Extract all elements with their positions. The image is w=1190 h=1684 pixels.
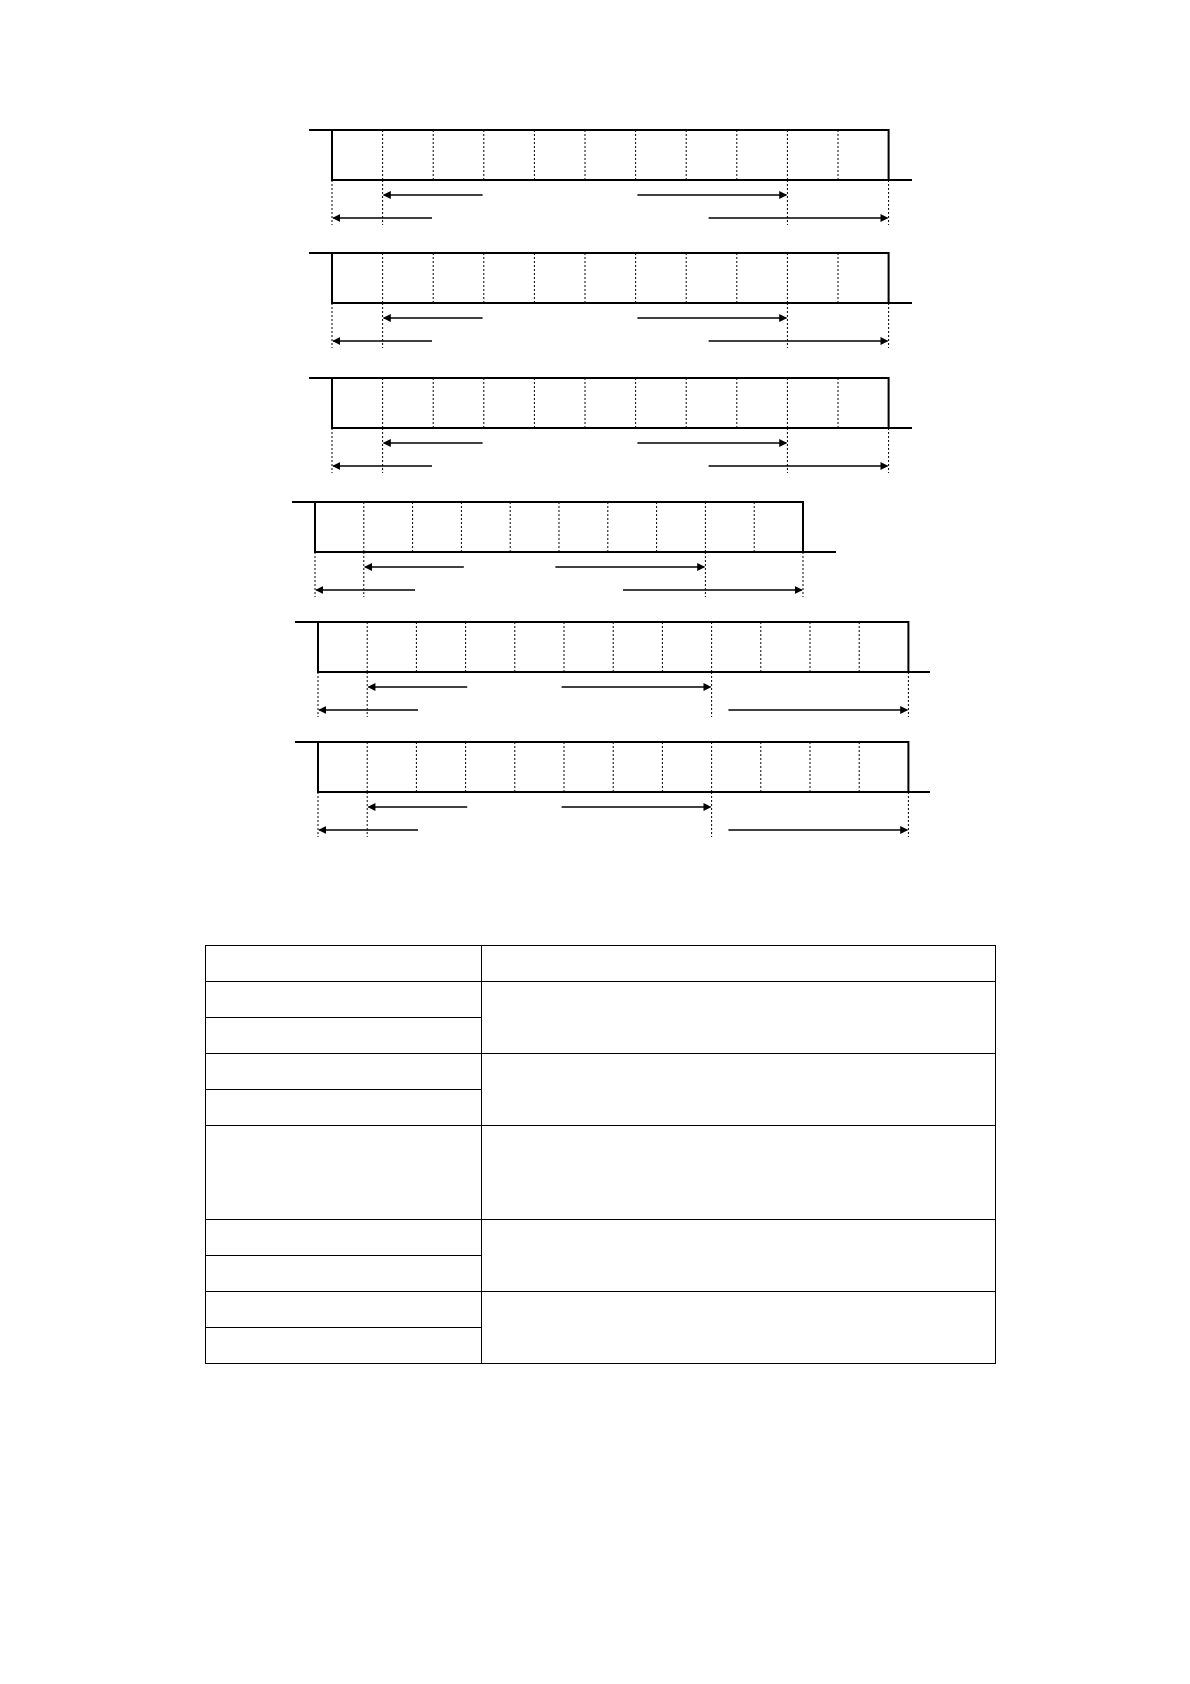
table-cell	[482, 982, 996, 1054]
table-cell	[482, 1292, 996, 1364]
frame-2	[309, 253, 912, 348]
table-cell	[206, 1292, 482, 1328]
table-cell	[206, 1220, 482, 1256]
legend-table	[205, 945, 996, 1364]
frame-4	[292, 502, 836, 597]
table-cell	[482, 1054, 996, 1126]
table-cell	[206, 946, 482, 982]
table-row	[206, 982, 996, 1018]
frame-5	[295, 622, 930, 717]
frame-outline	[309, 378, 889, 428]
table-cell	[206, 1090, 482, 1126]
table-row	[206, 1220, 996, 1256]
frame-outline	[292, 502, 803, 552]
table-cell	[482, 946, 996, 982]
frame-1	[309, 130, 912, 225]
table-cell	[206, 1018, 482, 1054]
table-cell	[482, 1126, 996, 1220]
frame-outline	[295, 742, 908, 792]
table-cell	[206, 1328, 482, 1364]
table-cell	[206, 1256, 482, 1292]
frame-outline	[295, 622, 908, 672]
frame-outline	[309, 130, 889, 180]
table-row	[206, 1126, 996, 1220]
table-cell	[206, 982, 482, 1018]
frame-outline	[309, 253, 889, 303]
frame-6	[295, 742, 930, 837]
frame-3	[309, 378, 912, 473]
table-cell	[482, 1220, 996, 1292]
table-row	[206, 946, 996, 982]
table-row	[206, 1292, 996, 1328]
table-cell	[206, 1054, 482, 1090]
table-row	[206, 1054, 996, 1090]
table-cell	[206, 1126, 482, 1220]
